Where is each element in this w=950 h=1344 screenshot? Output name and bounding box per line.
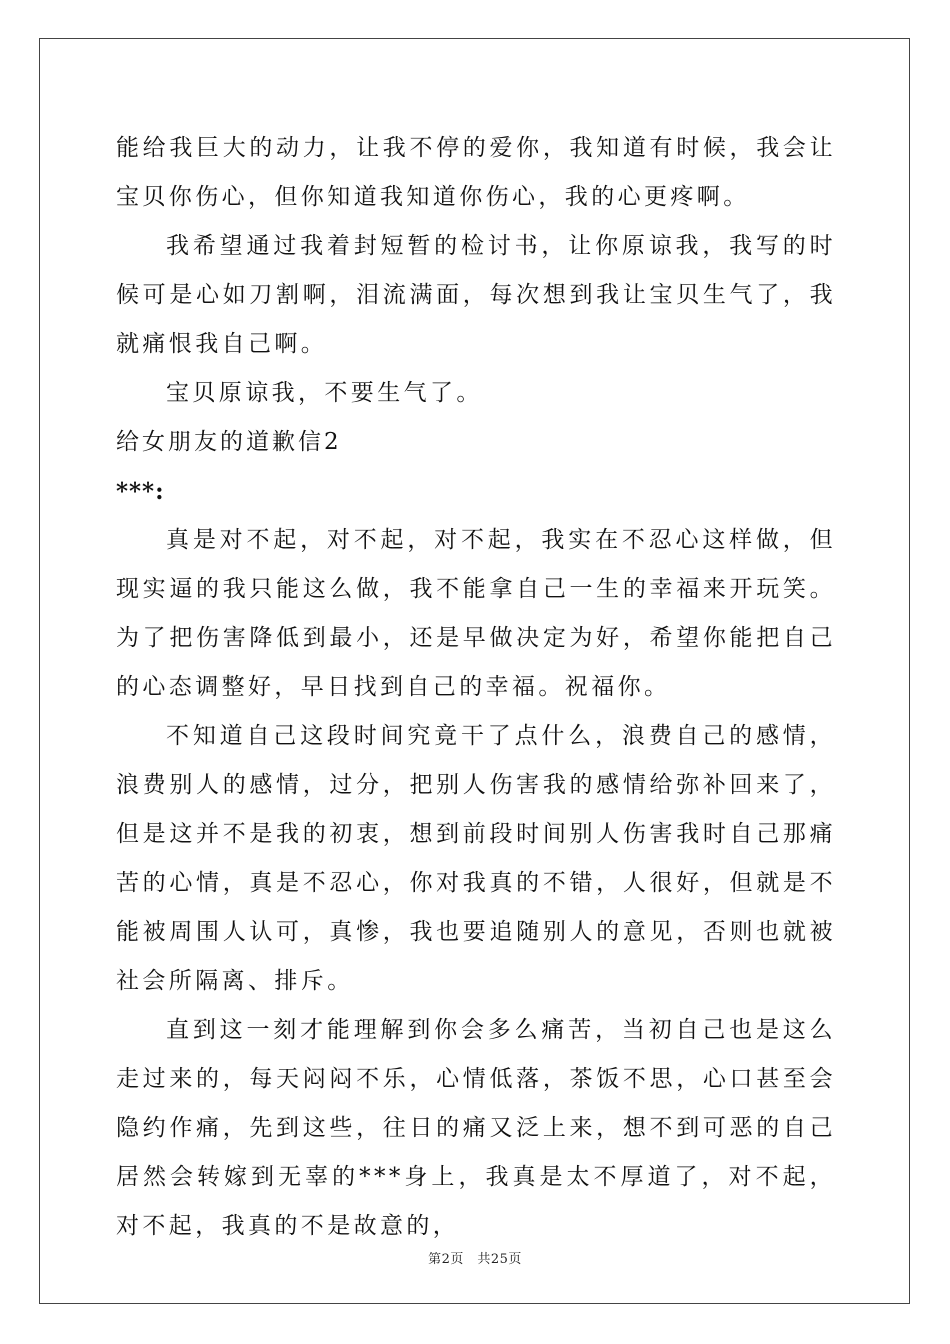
- paragraph-continuation: 能给我巨大的动力，让我不停的爱你，我知道有时候，我会让宝贝你伤心，但你知道我知道你伤心，我的心更疼啊。: [116, 135, 836, 210]
- document-body: [116, 124, 836, 1251]
- paragraph-sorry: 真是对不起，对不起，对不起，我实在不忍心这样做，但现实逼的我只能这么做，我不能拿自己一生的幸福来开玩笑。为了把伤害降低到最小，还是早做决定为好，希望你能把自己的心态调整好，早日找到自己的幸福。祝福你。: [116, 527, 836, 700]
- paragraph-hope: 我希望通过我着封短暂的检讨书，让你原谅我，我写的时候可是心如刀割啊，泪流满面，每次想到我让宝贝生气了，我就痛恨我自己啊。: [116, 233, 836, 357]
- paragraph-reflection: 不知道自己这段时间究竟干了点什么，浪费自己的感情，浪费别人的感情，过分，把别人伤害我的感情给弥补回来了，但是这并不是我的初衷，想到前段时间别人伤害我时自己那痛苦的心情，真是不忍心，你对我真的不错，人很好，但就是不能被周围人认可，真惨，我也要追随别人的意见，否则也就被社会所隔离、排斥。: [116, 723, 836, 994]
- page-number-footer: 第2页 共25页: [428, 1252, 522, 1267]
- paragraph-forgive: 宝贝原谅我，不要生气了。: [166, 380, 483, 406]
- paragraph-understanding: 直到这一刻才能理解到你会多么痛苦，当初自己也是这么走过来的，每天闷闷不乐，心情低落，茶饭不思，心口甚至会隐约作痛，先到这些，往日的痛又泛上来，想不到可恶的自己居然会转嫁到无辜的***身上，我真是太不厚道了，对不起，对不起，我真的不是故意的，: [116, 1017, 836, 1239]
- letter-greeting: ***:: [116, 478, 165, 505]
- section-heading: 给女朋友的道歉信2: [116, 429, 342, 455]
